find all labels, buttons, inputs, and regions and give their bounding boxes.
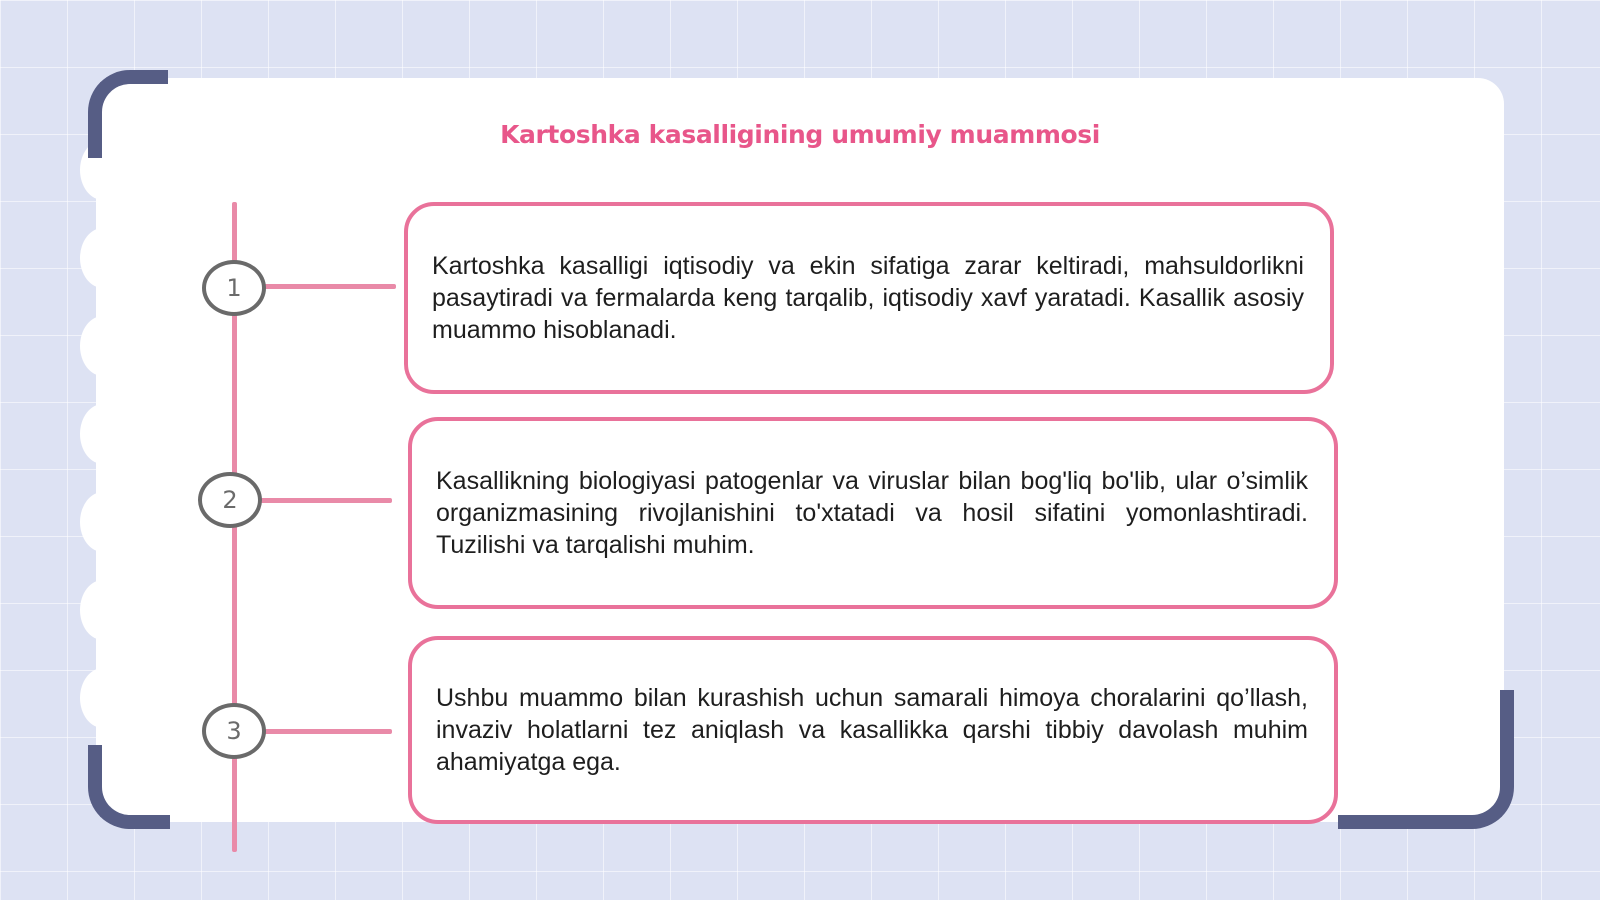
scallop-decoration bbox=[80, 316, 126, 376]
frame-corner-top-left bbox=[88, 70, 168, 158]
step-box bbox=[408, 417, 1338, 609]
step-number: 3 bbox=[226, 717, 242, 745]
scallop-decoration bbox=[80, 668, 126, 728]
step-number-circle bbox=[202, 703, 266, 759]
step-text: Kartoshka kasalligi iqtisodiy va ekin sifatiga zarar keltiradi, mahsuldorlikni pasaytiradi va fermalarda keng tarqalib, iqtisodiy xavf yaratadi. Kasallik asosiy muammo hisoblanadi. bbox=[432, 252, 1304, 344]
frame-corner-bottom-right bbox=[1338, 690, 1514, 829]
step-box bbox=[408, 636, 1338, 824]
step-number-circle bbox=[198, 472, 262, 528]
scallop-decoration bbox=[80, 404, 126, 464]
slide-title: Kartoshka kasalligining umumiy muammosi bbox=[500, 120, 1100, 149]
step-number-circle bbox=[202, 260, 266, 316]
scallop-decoration bbox=[80, 580, 126, 640]
connector-line bbox=[262, 284, 396, 289]
step-number: 1 bbox=[226, 274, 242, 302]
scallop-decoration bbox=[80, 228, 126, 288]
connector-line bbox=[262, 729, 392, 734]
frame-corner-bottom-left bbox=[88, 745, 170, 829]
step-text: Kasallikning biologiyasi patogenlar va viruslar bilan bog'liq bo'lib, ular o’simlik organizmasining rivojlanishini to'xtatadi va hosil sifatini yomonlashtiradi. Tuzilishi va tarqalishi muhim. bbox=[436, 467, 1308, 559]
step-number: 2 bbox=[222, 486, 238, 514]
step-text: Ushbu muammo bilan kurashish uchun samarali himoya choralarini qo’llash, invaziv holatlarni tez aniqlash va kasallikka qarshi tibbiy davolash muhim ahamiyatga ega. bbox=[436, 684, 1308, 776]
step-box bbox=[404, 202, 1334, 394]
scallop-decoration bbox=[80, 492, 126, 552]
connector-line bbox=[258, 498, 392, 503]
